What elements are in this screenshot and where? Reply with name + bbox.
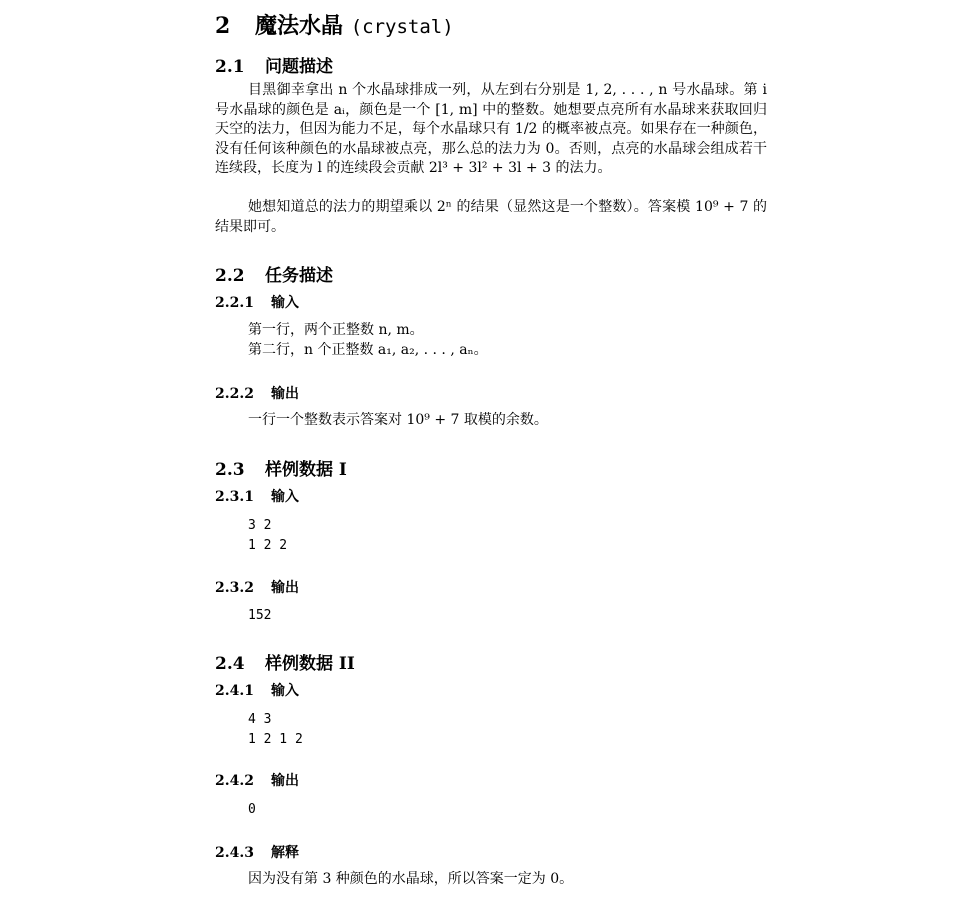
sample2-explanation-number: 2.4.3 [215, 845, 254, 861]
section-code: (crystal) [350, 16, 454, 38]
sample2-input-title: 输入 [271, 683, 299, 699]
sample1-output-title: 输出 [271, 580, 299, 596]
task-input-number: 2.2.1 [215, 295, 254, 311]
task-input-line-2: 第二行，n 个正整数 a₁, a₂, . . . , aₙ。 [248, 342, 488, 358]
sample2-input-line-1: 4 3 [248, 712, 272, 727]
section-number: 2 [215, 13, 231, 39]
sample1-title: 样例数据 I [265, 460, 347, 480]
section-title [215, 9, 454, 40]
sample2-explanation-text: 因为没有第 3 种颜色的水晶球，所以答案一定为 0。 [248, 871, 574, 887]
task-input-title: 输入 [271, 295, 299, 311]
sample2-heading [215, 649, 355, 674]
problem-title: 问题描述 [265, 57, 333, 77]
sample1-output-heading [215, 577, 299, 597]
section-title-text: 魔法水晶 [255, 13, 344, 39]
sample2-input-number: 2.4.1 [215, 683, 254, 699]
problem-paragraph-2: 她想知道总的法力的期望乘以 2ⁿ 的结果（显然这是一个整数）。答案模 10⁹ + 7 的结果即可。 [215, 199, 767, 235]
sample2-explanation-heading [215, 842, 299, 862]
task-number: 2.2 [215, 266, 245, 286]
sample2-title: 样例数据 II [265, 654, 355, 674]
sample2-input-line-2: 1 2 1 2 [248, 732, 303, 747]
sample2-output-line-1: 0 [248, 802, 256, 817]
sample1-input-line-2: 1 2 2 [248, 538, 288, 553]
task-title: 任务描述 [265, 266, 333, 286]
task-output-number: 2.2.2 [215, 386, 254, 402]
sample1-input-heading [215, 486, 299, 506]
sample2-number: 2.4 [215, 654, 245, 674]
sample2-output-number: 2.4.2 [215, 773, 254, 789]
sample1-number: 2.3 [215, 460, 245, 480]
sample2-explanation-title: 解释 [271, 845, 299, 861]
task-heading [215, 261, 333, 286]
sample1-output-line-1: 152 [248, 608, 272, 623]
sample1-heading [215, 455, 347, 480]
problem-heading [215, 52, 333, 77]
sample1-input-line-1: 3 2 [248, 518, 272, 533]
sample2-output-heading [215, 770, 299, 790]
task-output-heading [215, 383, 299, 403]
sample1-input-number: 2.3.1 [215, 489, 254, 505]
sample1-output-number: 2.3.2 [215, 580, 254, 596]
task-input-line-1: 第一行，两个正整数 n, m。 [248, 322, 424, 338]
task-output-line-1: 一行一个整数表示答案对 10⁹ + 7 取模的余数。 [248, 412, 548, 428]
task-output-title: 输出 [271, 386, 299, 402]
sample2-input-heading [215, 680, 299, 700]
problem-paragraph-1: 目黑御幸拿出 n 个水晶球排成一列，从左到右分别是 1, 2, . . . , n 号水晶球。第 i 号水晶球的颜色是 aᵢ，颜色是一个 [1, m] 中的整数。她想要点亮所有水晶球来获取回归天空的法力，但因为能力不足，每个水晶球只有 1/2 的概率被点亮。如果存在一种颜色，没有任何该种颜色的水晶球被点亮，那么总的法力为 0。否则，点亮的水晶球会组成若干连续段，长度为 l 的连续段会贡献 2l³ + 3l² + 3l + 3 的法力。 [215, 82, 767, 176]
sample2-output-title: 输出 [271, 773, 299, 789]
sample1-input-title: 输入 [271, 489, 299, 505]
problem-number: 2.1 [215, 57, 245, 77]
task-input-heading [215, 292, 299, 312]
